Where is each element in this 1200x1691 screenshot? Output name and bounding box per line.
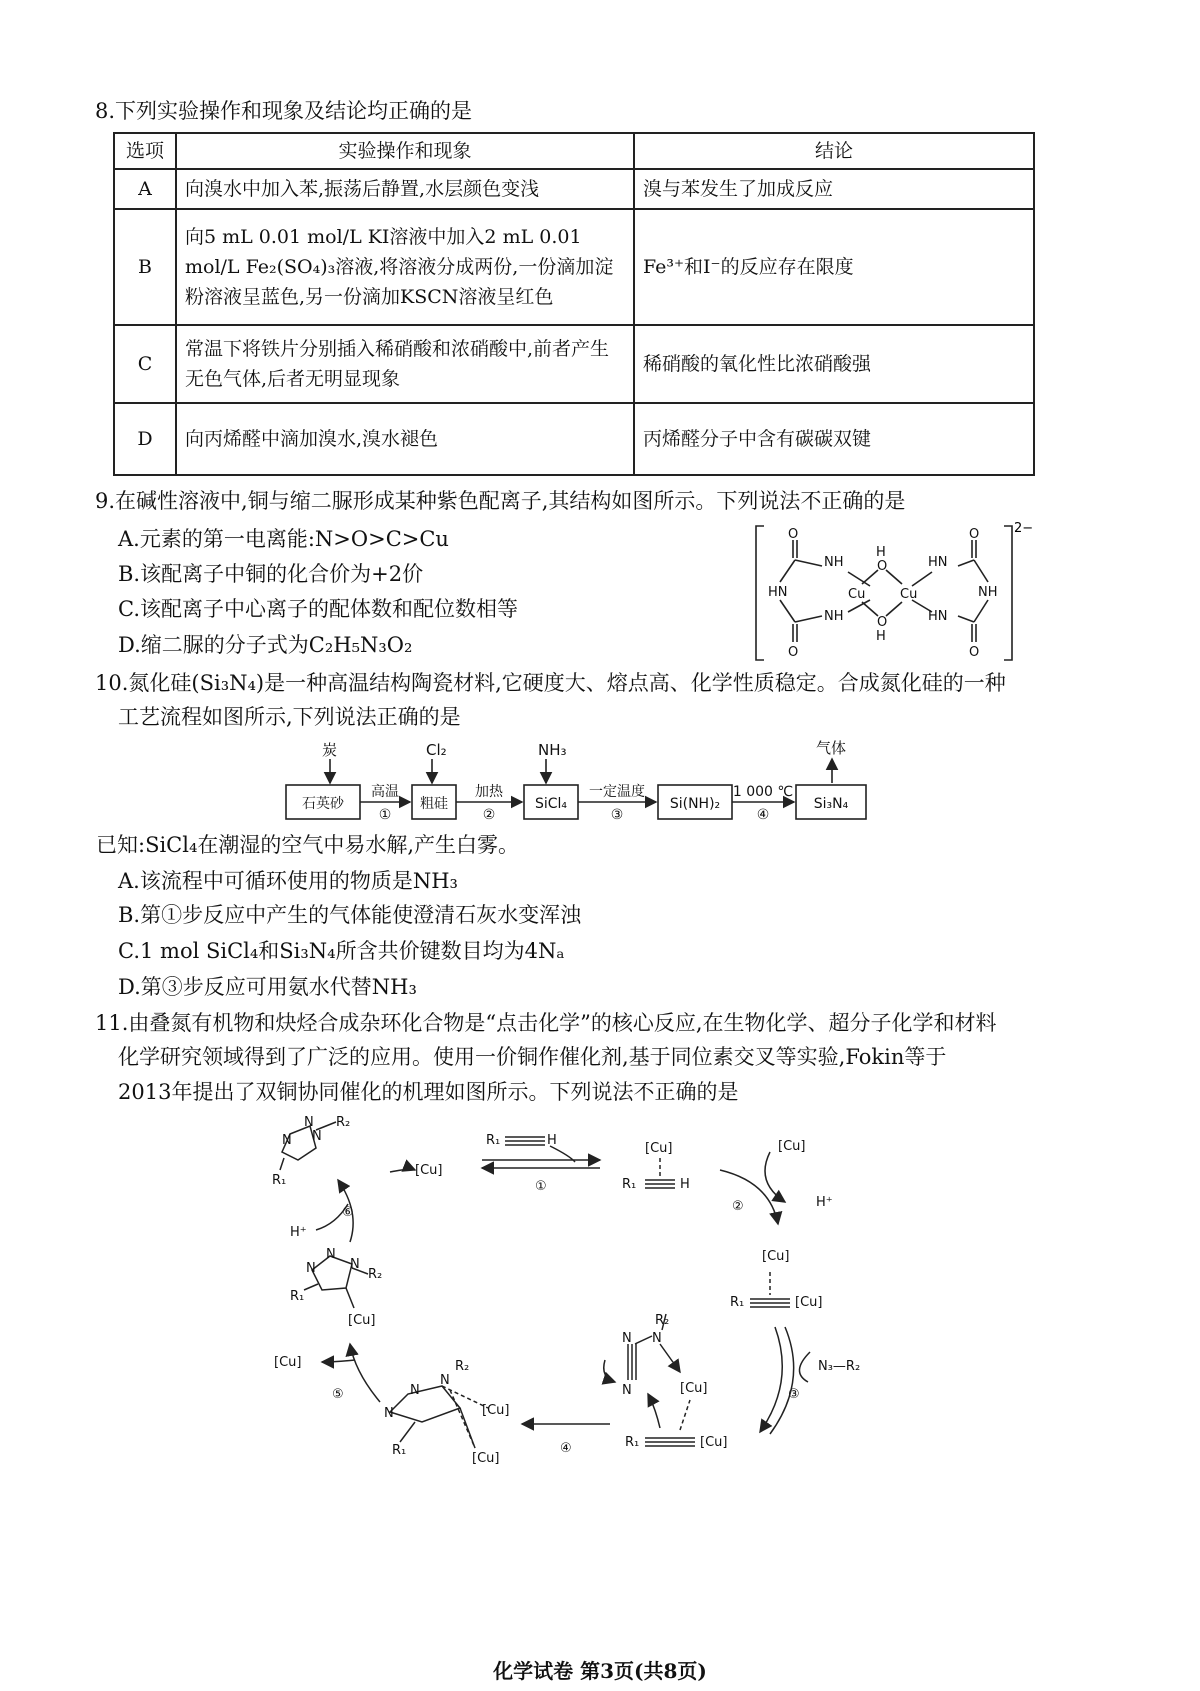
atom-n: N <box>622 1331 632 1346</box>
step-label: ③ <box>610 807 624 823</box>
label-cu: [Cu] <box>700 1435 728 1450</box>
step-1: ① <box>535 1179 547 1194</box>
row-conclusion: 溴与苯发生了加成反应 <box>634 169 1034 209</box>
label-r1: R₁ <box>486 1133 501 1148</box>
label-o: O <box>877 559 888 574</box>
row-operation: 向5 mL 0.01 mol/L KI溶液中加入2 mL 0.01 mol/L Fe₂(SO₄)₃溶液,将溶液分成两份,一份滴加淀粉溶液呈蓝色,另一份滴加KSCN溶液呈红色 <box>176 209 634 325</box>
row-option: C <box>114 325 176 403</box>
label-nh: NH <box>824 555 844 570</box>
q8-stem: 8.下列实验操作和现象及结论均正确的是 <box>95 99 473 123</box>
row-operation: 常温下将铁片分别插入稀硝酸和浓硝酸中,前者产生无色气体,后者无明显现象 <box>176 325 634 403</box>
label-cu: Cu <box>848 587 866 602</box>
label-cu: Cu <box>900 587 918 602</box>
row-option: D <box>114 403 176 475</box>
label-cu: [Cu] <box>415 1163 443 1178</box>
label-nh: NH <box>978 585 998 600</box>
input-carbon: 炭 <box>322 741 338 759</box>
q9-stem: 9.在碱性溶液中,铜与缩二脲形成某种紫色配离子,其结构如图所示。下列说法不正确的是 <box>95 489 906 513</box>
label-r1: R₁ <box>272 1173 287 1188</box>
atom-n: N <box>652 1331 662 1346</box>
label-r1: R₁ <box>392 1443 407 1458</box>
label-r2: R₂ <box>655 1313 670 1328</box>
output-gas: 气体 <box>816 739 847 757</box>
label-cu: [Cu] <box>348 1313 376 1328</box>
header-option: 选项 <box>114 133 176 169</box>
header-operation: 实验操作和现象 <box>176 133 634 169</box>
label-o: O <box>877 615 888 630</box>
label-hplus: H⁺ <box>290 1225 307 1240</box>
row-option: B <box>114 209 176 325</box>
row-operation: 向丙烯醛中滴加溴水,溴水褪色 <box>176 403 634 475</box>
box-label: SiCl₄ <box>534 796 568 812</box>
condition-label: 高温 <box>371 784 399 800</box>
box-label: Si₃N₄ <box>813 796 849 812</box>
atom-n: N <box>306 1261 316 1276</box>
label-h: H <box>876 629 886 644</box>
q9-structure-diagram <box>750 518 1050 668</box>
atom-n: N <box>304 1115 314 1130</box>
q11-stem-line2: 化学研究领域得到了广泛的应用。使用一价铜作催化剂,基于同位素交叉等实验,Fokin等于 <box>118 1045 947 1069</box>
input-cl2: Cl₂ <box>426 741 447 759</box>
q9-option-a: A.元素的第一电离能:N>O>C>Cu <box>118 527 449 551</box>
q10-stem-line2: 工艺流程如图所示,下列说法正确的是 <box>118 705 461 729</box>
q11-mechanism-diagram <box>250 1112 910 1652</box>
q10-known: 已知:SiCl₄在潮湿的空气中易水解,产生白雾。 <box>96 833 520 857</box>
atom-n: N <box>622 1383 632 1398</box>
label-r1: R₁ <box>622 1177 637 1192</box>
label-cu: [Cu] <box>645 1141 673 1156</box>
q9-option-b: B.该配离子中铜的化合价为+2价 <box>118 562 424 586</box>
step-label: ① <box>378 807 392 823</box>
row-conclusion: 稀硝酸的氧化性比浓硝酸强 <box>634 325 1034 403</box>
q11-stem-line1: 11.由叠氮有机物和炔烃合成杂环化合物是“点击化学”的核心反应,在生物化学、超分子化学和材料 <box>95 1011 997 1035</box>
charge-label: 2− <box>1014 521 1034 536</box>
step-3: ③ <box>788 1387 800 1402</box>
label-r2: R₂ <box>336 1115 351 1130</box>
condition-label: 1 000 ℃ <box>732 784 794 800</box>
step-label: ④ <box>756 807 770 823</box>
condition-label: 一定温度 <box>589 784 645 800</box>
label-azide: N₃—R₂ <box>818 1359 861 1374</box>
label-cu: [Cu] <box>795 1295 823 1310</box>
label-o: O <box>969 645 980 660</box>
label-hn: HN <box>928 609 948 624</box>
label-cu: [Cu] <box>274 1355 302 1370</box>
atom-n: N <box>440 1373 450 1388</box>
label-o: O <box>969 527 980 542</box>
label-r1: R₁ <box>625 1435 640 1450</box>
label-cu: [Cu] <box>680 1381 708 1396</box>
step-2: ② <box>732 1199 744 1214</box>
step-label: ② <box>482 807 496 823</box>
label-o: O <box>788 645 799 660</box>
label-cu: [Cu] <box>482 1403 510 1418</box>
label-r1: R₁ <box>730 1295 745 1310</box>
atom-n: N <box>410 1383 420 1398</box>
q10-option-b: B.第①步反应中产生的气体能使澄清石灰水变浑浊 <box>118 903 582 927</box>
header-conclusion: 结论 <box>634 133 1034 169</box>
label-hn: HN <box>928 555 948 570</box>
row-option: A <box>114 169 176 209</box>
row-conclusion: 丙烯醛分子中含有碳碳双键 <box>634 403 1034 475</box>
q11-stem-line3: 2013年提出了双铜协同催化的机理如图所示。下列说法不正确的是 <box>118 1080 739 1104</box>
condition-label: 加热 <box>475 784 503 800</box>
label-cu: [Cu] <box>778 1139 806 1154</box>
step-6: ⑥ <box>342 1205 354 1220</box>
q10-flowchart <box>280 735 880 830</box>
label-cu: [Cu] <box>472 1451 500 1466</box>
q10-option-d: D.第③步反应可用氨水代替NH₃ <box>118 975 417 999</box>
table-header-row <box>114 133 1034 169</box>
label-r1: R₁ <box>290 1289 305 1304</box>
step-4: ④ <box>560 1441 572 1456</box>
atom-n: N <box>326 1247 336 1262</box>
atom-n: N <box>350 1257 360 1272</box>
label-r2: R₂ <box>368 1267 383 1282</box>
row-conclusion: Fe³⁺和I⁻的反应存在限度 <box>634 209 1034 325</box>
q9-option-d: D.缩二脲的分子式为C₂H₅N₃O₂ <box>118 633 413 657</box>
step-5: ⑤ <box>332 1387 344 1402</box>
label-cu: [Cu] <box>762 1249 790 1264</box>
atom-n: N <box>312 1129 322 1144</box>
label-hn: HN <box>768 585 788 600</box>
box-label: 石英砂 <box>302 796 344 812</box>
box-label: Si(NH)₂ <box>669 796 721 812</box>
q8-table <box>113 132 1035 476</box>
label-r2: R₂ <box>455 1359 470 1374</box>
label-h: H <box>876 545 886 560</box>
q10-option-a: A.该流程中可循环使用的物质是NH₃ <box>118 869 458 893</box>
label-nh: NH <box>824 609 844 624</box>
label-h: H <box>680 1177 690 1192</box>
table-row <box>114 325 1034 403</box>
q10-stem-line1: 10.氮化硅(Si₃N₄)是一种高温结构陶瓷材料,它硬度大、熔点高、化学性质稳定。合成氮化硅的一种 <box>95 671 1006 695</box>
table-row <box>114 209 1034 325</box>
input-nh3: NH₃ <box>538 741 567 759</box>
table-row <box>114 403 1034 475</box>
atom-n: N <box>282 1133 292 1148</box>
row-operation: 向溴水中加入苯,振荡后静置,水层颜色变浅 <box>176 169 634 209</box>
box-label: 粗硅 <box>420 796 448 812</box>
page-footer: 化学试卷 第3页(共8页) <box>493 1659 707 1683</box>
label-hplus: H⁺ <box>816 1195 833 1210</box>
label-h: H <box>547 1133 557 1148</box>
atom-n: N <box>384 1406 394 1421</box>
q10-option-c: C.1 mol SiCl₄和Si₃N₄所含共价键数目均为4Nₐ <box>118 939 565 963</box>
q9-option-c: C.该配离子中心离子的配体数和配位数相等 <box>118 597 518 621</box>
label-o: O <box>788 527 799 542</box>
table-row <box>114 169 1034 209</box>
